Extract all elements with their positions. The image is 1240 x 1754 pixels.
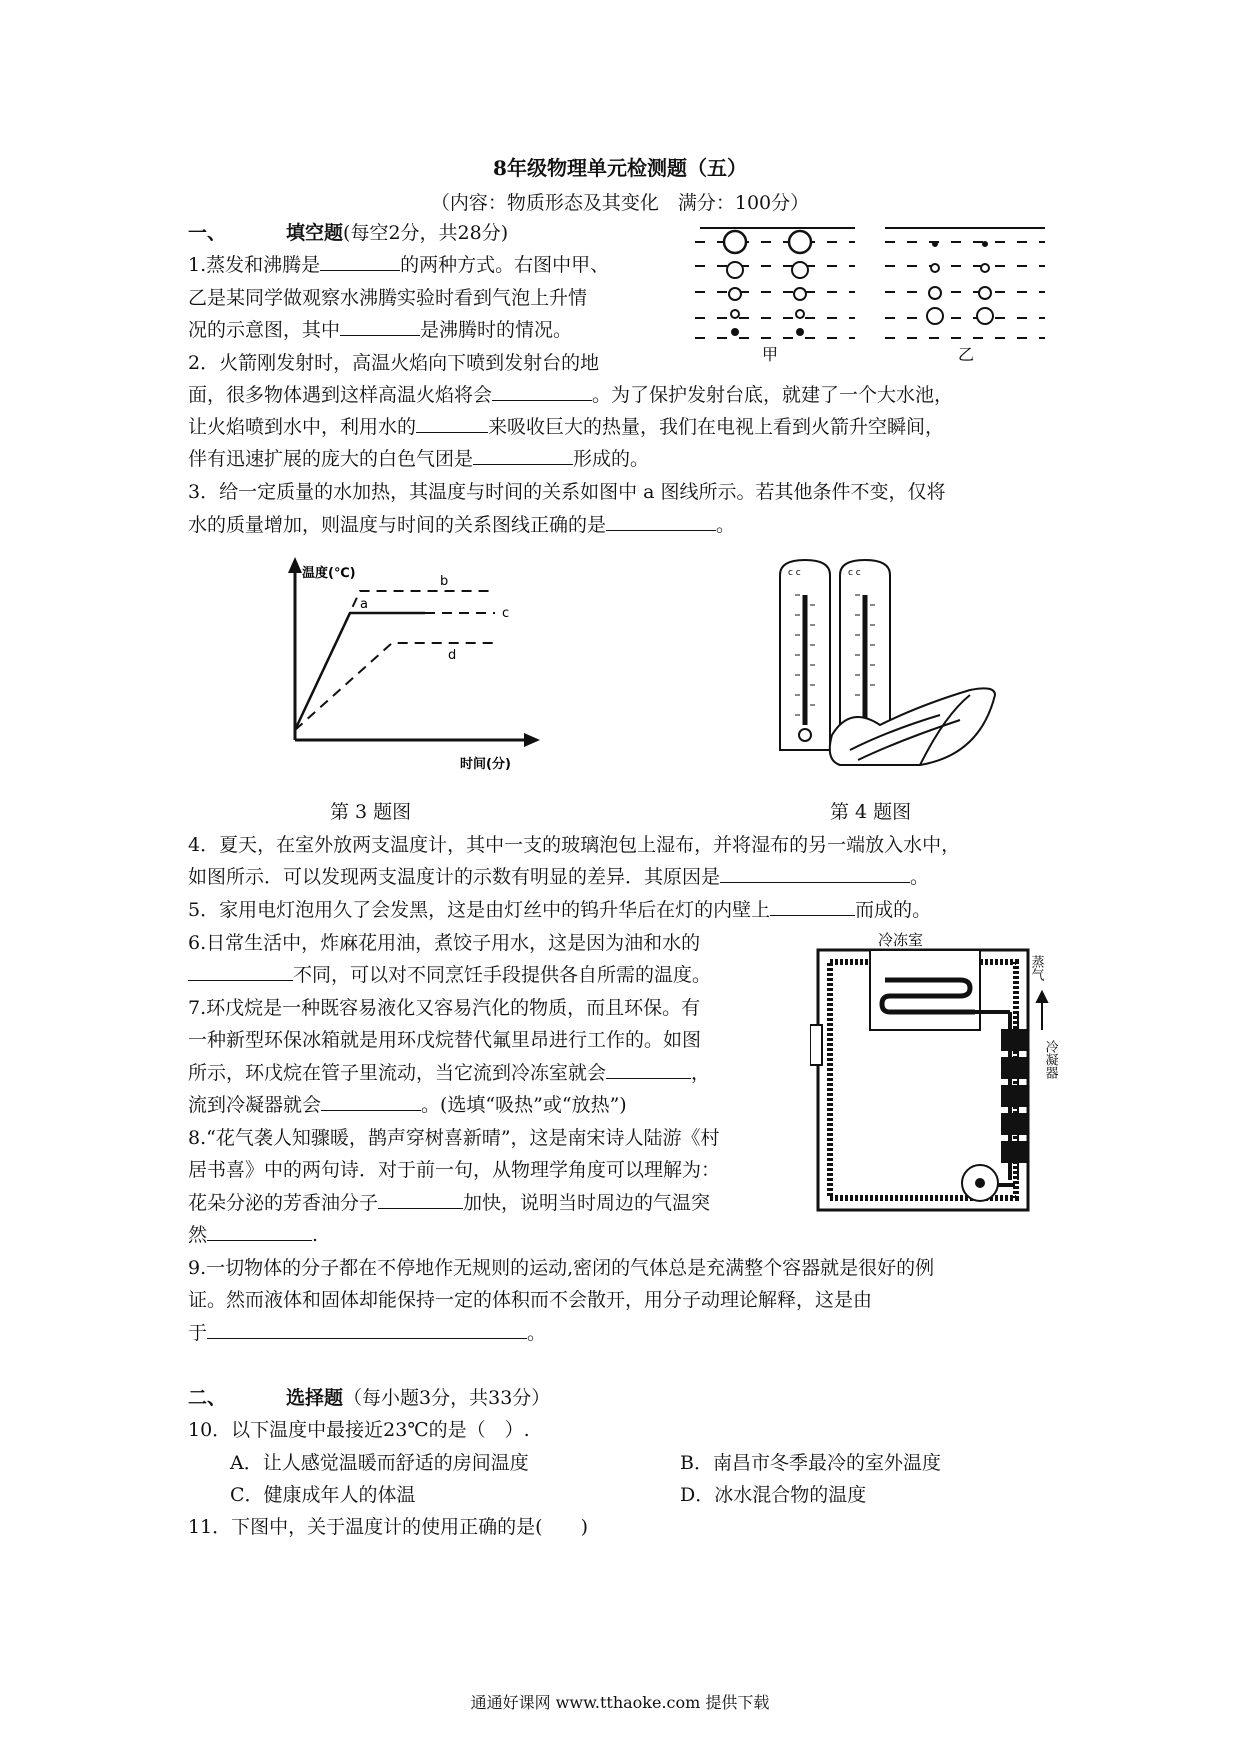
- freezer-label: 冷冻室: [878, 931, 924, 949]
- q4-text-b: 。: [910, 866, 930, 888]
- q6-text-b: 不同，可以对不同烹饪手段提供各自所需的温度。: [293, 964, 712, 986]
- y-axis-arrow: [288, 557, 302, 573]
- q7-line-3: [188, 1058, 710, 1089]
- q9-line-1: 9.一切物体的分子都在不停地作无规则的运动,密闭的气体总是充满整个容器就是很好的例: [188, 1257, 935, 1279]
- q7-text-b: ，: [691, 1062, 711, 1084]
- q7-blank-2[interactable]: [321, 1090, 421, 1111]
- section-2-title: 选择题: [286, 1387, 344, 1409]
- q4-blank-1[interactable]: [720, 862, 910, 883]
- x-axis-arrow: [524, 733, 540, 747]
- q3-blank-1[interactable]: [606, 510, 716, 531]
- q8-text-d: .: [312, 1224, 319, 1246]
- q8-text-c: 然: [188, 1224, 208, 1246]
- q1-blank-2[interactable]: [340, 315, 420, 336]
- q9-line-2: 证。然而液体和固体却能保持一定的体积而不会散开，用分子动理论解释，这是由: [188, 1289, 873, 1311]
- q4-line-1: 4．夏天，在室外放两支温度计，其中一支的玻璃泡包上湿布，并将湿布的另一端放入水中，: [188, 834, 961, 856]
- q9-text-a: 于: [188, 1322, 208, 1344]
- q9-text-b: 。: [527, 1322, 547, 1344]
- q2-text-c: 让火焰喷到水中，利用水的: [188, 416, 417, 438]
- q1-text-b: 的两种方式。右图中甲、: [400, 254, 610, 276]
- q8-line-2: 居书喜》中的两句诗．对于前一句，从物理学角度可以理解为：: [188, 1159, 721, 1181]
- section-2-note: （每小题3分，共33分）: [343, 1387, 551, 1409]
- fig4-thermometers: [770, 555, 1010, 780]
- q9-line-3: [188, 1318, 546, 1349]
- q10-option-a[interactable]: A．让人感觉温暖而舒适的房间温度: [230, 1452, 529, 1474]
- q11-stem: 11．下图中，关于温度计的使用正确的是( ): [188, 1516, 589, 1538]
- section-1-title: 填空题: [286, 222, 344, 244]
- curve-label-d: d: [448, 648, 457, 663]
- q7-blank-1[interactable]: [606, 1058, 691, 1079]
- q2-text-e: 伴有迅速扩展的庞大的白色气团是: [188, 448, 474, 470]
- page-footer: 通通好课网 www.tthaoke.com 提供下载: [470, 1693, 770, 1712]
- condenser-label: 冷凝器: [1042, 1040, 1058, 1079]
- bubble-label-right: 乙: [958, 345, 975, 364]
- q5-text-a: 5．家用电灯泡用久了会发黑，这是由灯丝中的钨升华后在灯的内壁上: [188, 899, 771, 921]
- q5-blank-1[interactable]: [770, 895, 855, 916]
- q1-text-c: 况的示意图，其中: [188, 319, 341, 341]
- q3-text-a: 水的质量增加，则温度与时间的关系图线正确的是: [188, 514, 607, 536]
- section-2-number: 二、: [188, 1387, 227, 1409]
- q8-blank-2[interactable]: [207, 1220, 312, 1241]
- q7-line-1: 7.环戊烷是一种既容易液化又容易汽化的物质，而且环保。有: [188, 997, 701, 1019]
- q1-line-2: 乙是某同学做观察水沸腾实验时看到气泡上升情: [188, 287, 588, 309]
- fig3-xlabel: 时间(分): [460, 757, 511, 772]
- fig3-caption: 第 3 题图: [330, 801, 412, 823]
- q1-text-d: 是沸腾时的情况。: [420, 319, 573, 341]
- q10-stem: 10．以下温度中最接近23℃的是（ ）.: [188, 1419, 530, 1441]
- vapor-label: 蒸气: [1028, 955, 1044, 981]
- q6-line-1: 6.日常生活中，炸麻花用油，煮饺子用水，这是因为油和水的: [188, 932, 701, 954]
- q1-line-1: [188, 250, 609, 281]
- q1-line-3: [188, 315, 572, 346]
- q10-option-c[interactable]: C．健康成年人的体温: [230, 1484, 416, 1506]
- q1-blank-1[interactable]: [320, 250, 400, 271]
- q10-option-b[interactable]: B．南昌市冬季最冷的室外温度: [680, 1452, 941, 1474]
- q3-line-1: 3．给一定质量的水加热，其温度与时间的关系如图中 a 图线所示。若其他条件不变，仅将: [188, 481, 946, 503]
- q2-text-a: 面，很多物体遇到这样高温火焰将会: [188, 384, 493, 406]
- q2-blank-1[interactable]: [492, 380, 592, 401]
- section-2-header: [188, 1383, 550, 1414]
- q2-text-b: 。为了保护发射台底，就建了一个大水池，: [592, 384, 954, 406]
- q7-text-a: 所示，环戊烷在管子里流动，当它流到冷冻室就会: [188, 1062, 607, 1084]
- q2-line-2: [188, 380, 953, 411]
- q7-text-c: 流到冷凝器就会: [188, 1094, 322, 1116]
- q2-text-d: 来吸收巨大的热量，我们在电视上看到火箭升空瞬间，: [488, 416, 945, 438]
- svg-text:c c: c c: [848, 568, 861, 578]
- q2-blank-2[interactable]: [416, 412, 488, 433]
- q8-line-1: 8.“花气袭人知骤暖，鹊声穿树喜新晴”，这是南宋诗人陆游《村: [188, 1127, 720, 1149]
- q7-text-d: 。(选填“吸热”或“放热”): [421, 1094, 627, 1116]
- q2-blank-3[interactable]: [473, 444, 573, 465]
- condenser-coils: [1002, 1030, 1026, 1162]
- page-title: 8年级物理单元检测题（五）: [493, 156, 747, 180]
- q8-blank-1[interactable]: [378, 1188, 463, 1209]
- q5-line: [188, 895, 931, 926]
- q2-line-4: [188, 444, 649, 475]
- q9-blank-1[interactable]: [207, 1318, 527, 1339]
- freezer-box: [870, 950, 980, 1030]
- curve-label-b: b: [440, 574, 449, 589]
- q2-text-f: 形成的。: [573, 448, 650, 470]
- q1-text-a: 1.蒸发和沸腾是: [188, 254, 321, 276]
- curve-d: [295, 643, 495, 730]
- curve-label-a: a: [360, 597, 368, 612]
- section-1-note: (每空2分，共28分): [343, 222, 509, 244]
- svg-text:c c: c c: [788, 568, 801, 578]
- q4-line-2: [188, 862, 929, 893]
- q4-text-a: 如图所示．可以发现两支温度计的示数有明显的差异．其原因是: [188, 866, 721, 888]
- q3-line-2: [188, 510, 735, 541]
- fig3-graph: [280, 555, 550, 775]
- q2-line-3: [188, 412, 944, 443]
- fig4-caption: 第 4 题图: [830, 801, 912, 823]
- q8-line-4: [188, 1220, 318, 1251]
- q7-line-4: [188, 1090, 627, 1121]
- q6-blank-1[interactable]: [188, 960, 293, 981]
- q6-line-2: [188, 960, 711, 991]
- q10-option-d[interactable]: D．冰水混合物的温度: [680, 1484, 867, 1506]
- section-1-header: [188, 218, 508, 249]
- q7-line-2: 一种新型环保冰箱就是用环戊烷替代氟里昂进行工作的。如图: [188, 1029, 702, 1051]
- q8-line-3: [188, 1188, 710, 1219]
- fig3-ylabel: 温度(℃): [302, 566, 356, 581]
- section-1-number: 一、: [188, 222, 227, 244]
- fridge-handle: [810, 1025, 822, 1065]
- q3-text-b: 。: [716, 514, 736, 536]
- q8-text-b: 加快，说明当时周边的气温突: [463, 1192, 711, 1214]
- q5-text-b: 而成的。: [855, 899, 932, 921]
- bubble-figure: [690, 220, 1060, 365]
- fridge-diagram: [810, 930, 1070, 1220]
- curve-label-c: c: [502, 606, 510, 621]
- q2-line-1: 2．火箭刚发射时，高温火焰向下喷到发射台的地: [188, 352, 600, 374]
- bubble-label-left: 甲: [762, 345, 779, 364]
- page-subtitle: （内容：物质形态及其变化 满分：100分）: [430, 192, 810, 214]
- q8-text-a: 花朵分泌的芳香油分子: [188, 1192, 379, 1214]
